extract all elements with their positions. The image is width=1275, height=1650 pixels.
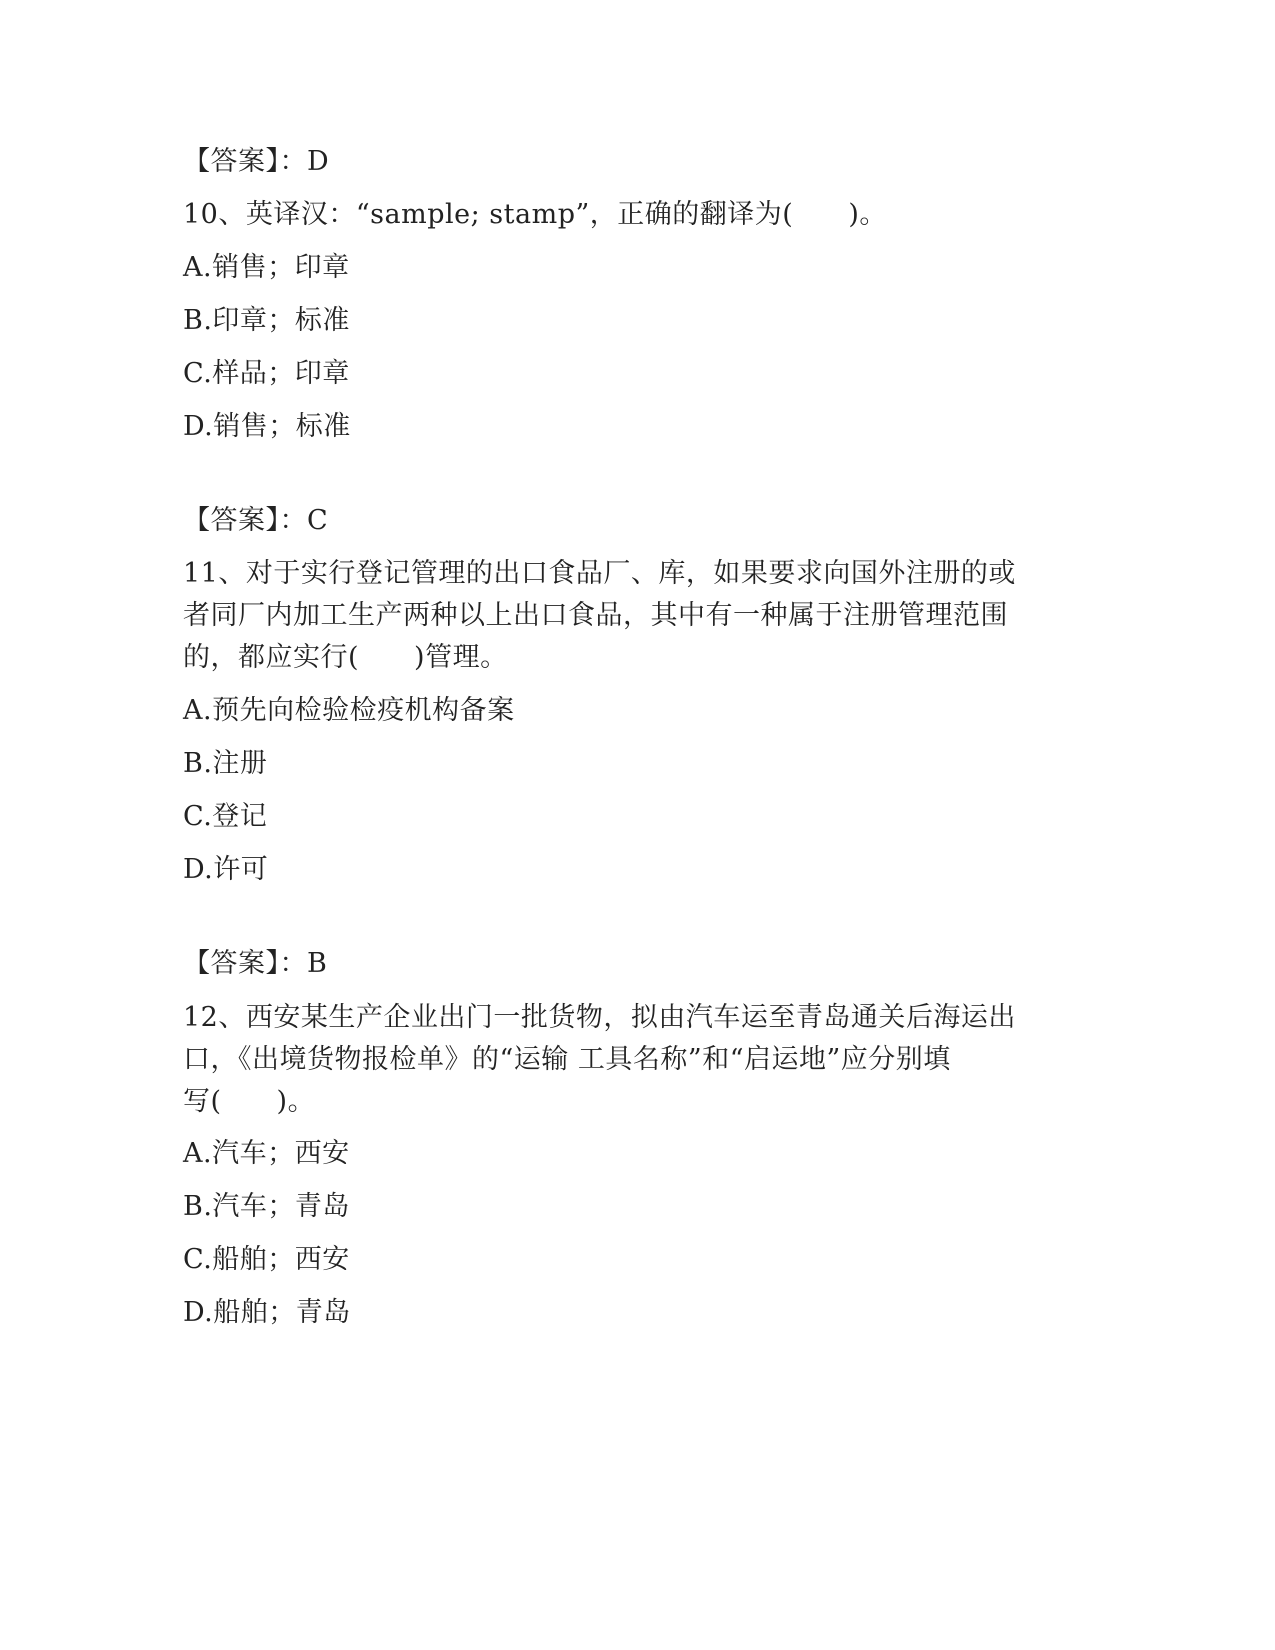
question-12-text-line-1: 12、西安某生产企业出门一批货物，拟由汽车运至青岛通关后海运出 [183,1002,1016,1033]
answer-label: 【答案】：D [183,146,330,177]
question-10-text: 10、英译汉：“sample; stamp”，正确的翻译为( )。 [183,199,887,230]
question-10-option-b: B.印章；标准 [183,305,350,336]
question-10-option-c: C.样品；印章 [183,358,350,389]
question-11-option-d: D.许可 [183,854,269,885]
question-12-option-d: D.船舶；青岛 [183,1297,351,1328]
question-11-option-c: C.登记 [183,801,268,832]
question-10-option-a: A.销售；印章 [183,252,350,283]
question-11-text-line-2: 者同厂内加工生产两种以上出口食品，其中有一种属于注册管理范围 [183,600,1008,631]
answer-label: 【答案】：B [183,948,328,979]
question-12-option-c: C.船舶；西安 [183,1244,350,1275]
question-11-option-a: A.预先向检验检疫机构备案 [183,695,515,726]
question-10-option-d: D.销售；标准 [183,411,351,442]
question-11-text-line-1: 11、对于实行登记管理的出口食品厂、库，如果要求向国外注册的或 [183,558,1016,589]
question-12-option-a: A.汽车；西安 [183,1138,350,1169]
question-12-text-line-3: 写( )。 [183,1086,316,1117]
question-11-option-b: B.注册 [183,748,268,779]
question-12-option-b: B.汽车；青岛 [183,1191,350,1222]
question-12-text-line-2: 口，《出境货物报检单》的“运输 工具名称”和“启运地”应分别填 [183,1044,951,1075]
answer-label: 【答案】：C [183,505,329,536]
question-11-text-line-3: 的，都应实行( )管理。 [183,642,508,673]
